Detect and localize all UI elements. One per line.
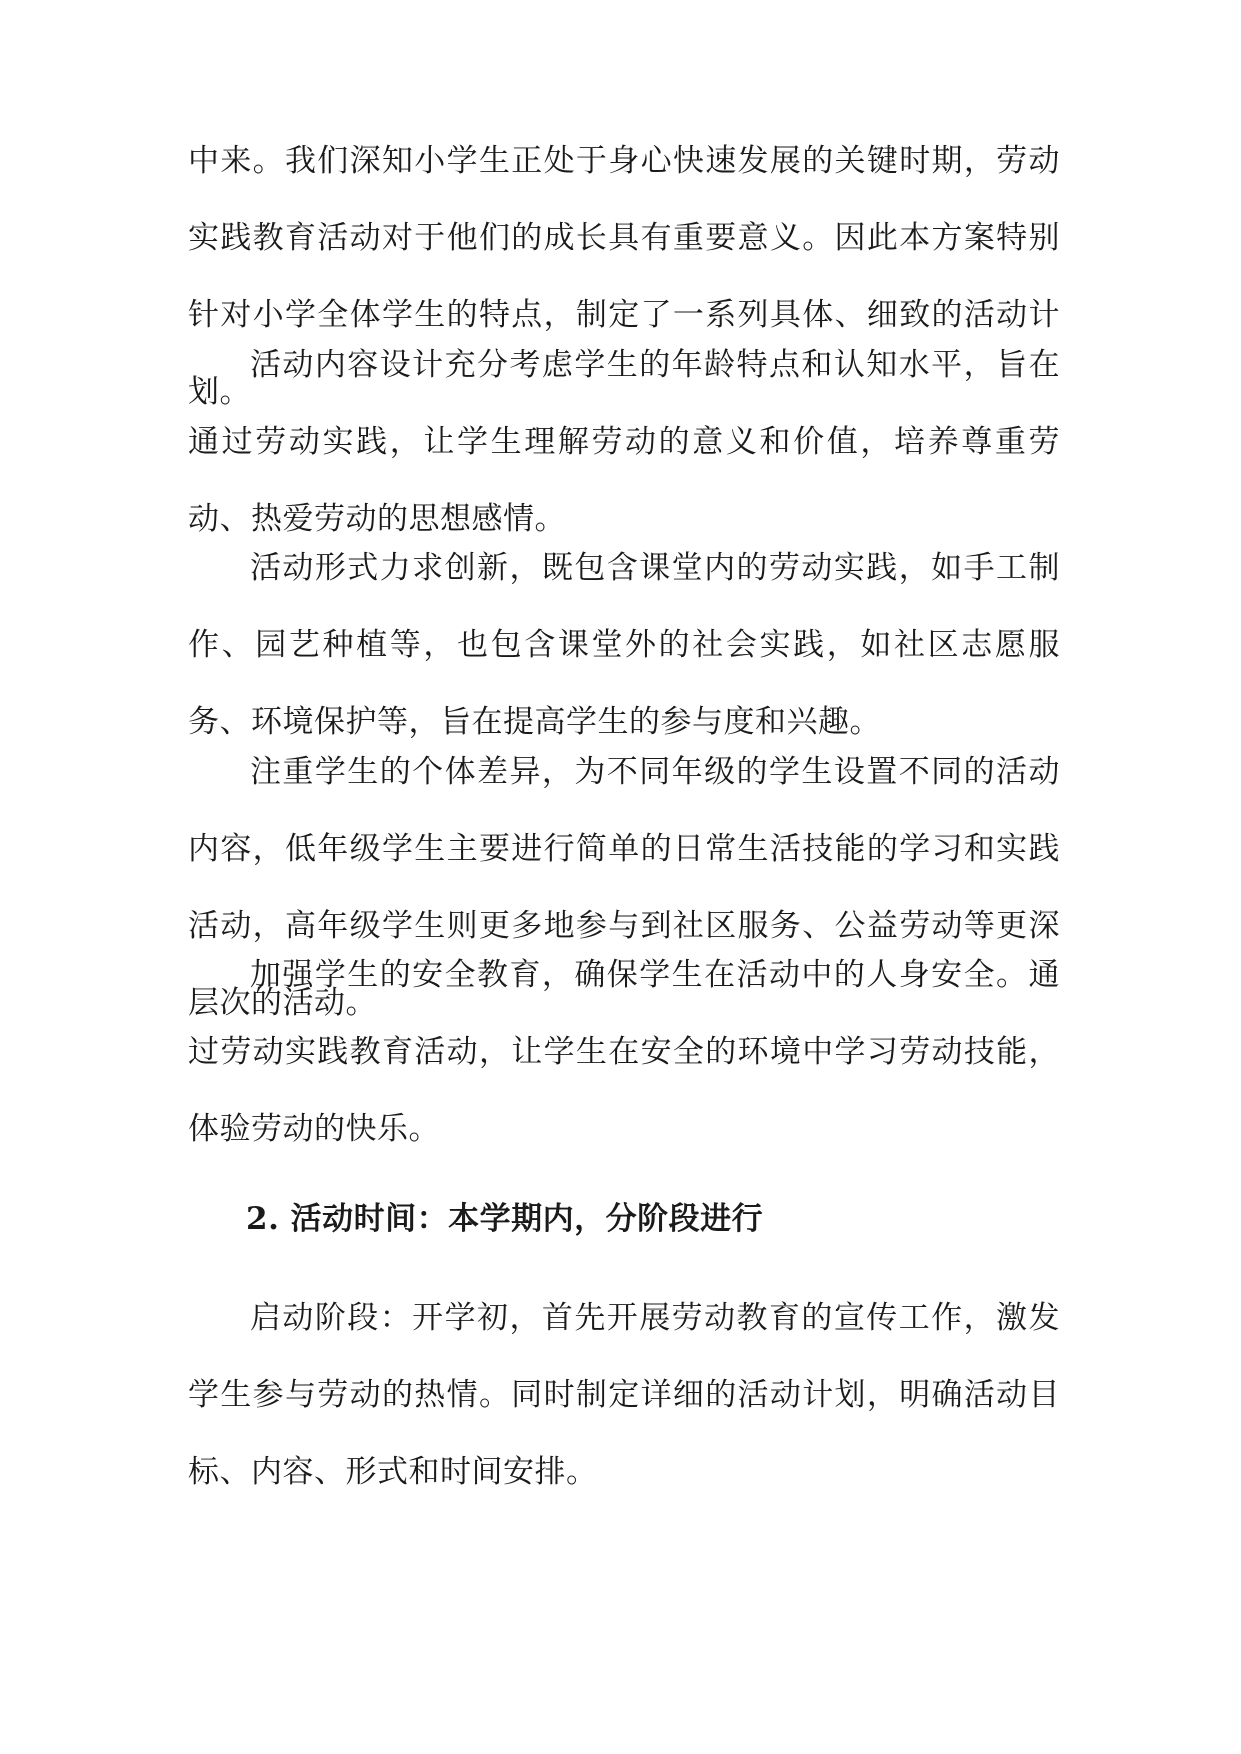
paragraph-2: 活动内容设计充分考虑学生的年龄特点和认知水平，旨在通过劳动实践，让学生理解劳动的意义和价值，培养尊重劳动、热爱劳动的思想感情。 [188, 347, 1060, 537]
section-heading: 2. 活动时间：本学期内，分阶段进行 [246, 1201, 764, 1237]
paragraph-4: 注重学生的个体差异，为不同年级的学生设置不同的活动内容，低年级学生主要进行简单的日常生活技能的学习和实践活动，高年级学生则更多地参与到社区服务、公益劳动等更深层次的活动。 [188, 754, 1060, 1021]
paragraph-6: 启动阶段：开学初，首先开展劳动教育的宣传工作，激发学生参与劳动的热情。同时制定详细的活动计划，明确活动目标、内容、形式和时间安排。 [188, 1300, 1060, 1490]
paragraph-1: 中来。我们深知小学生正处于身心快速发展的关键时期，劳动实践教育活动对于他们的成长具有重要意义。因此本方案特别针对小学全体学生的特点，制定了一系列具体、细致的活动计划。 [188, 143, 1060, 410]
paragraph-3: 活动形式力求创新，既包含课堂内的劳动实践，如手工制作、园艺种植等，也包含课堂外的社会实践，如社区志愿服务、环境保护等，旨在提高学生的参与度和兴趣。 [188, 550, 1060, 740]
paragraph-5: 加强学生的安全教育，确保学生在活动中的人身安全。通过劳动实践教育活动，让学生在安全的环境中学习劳动技能，体验劳动的快乐。 [188, 957, 1060, 1147]
